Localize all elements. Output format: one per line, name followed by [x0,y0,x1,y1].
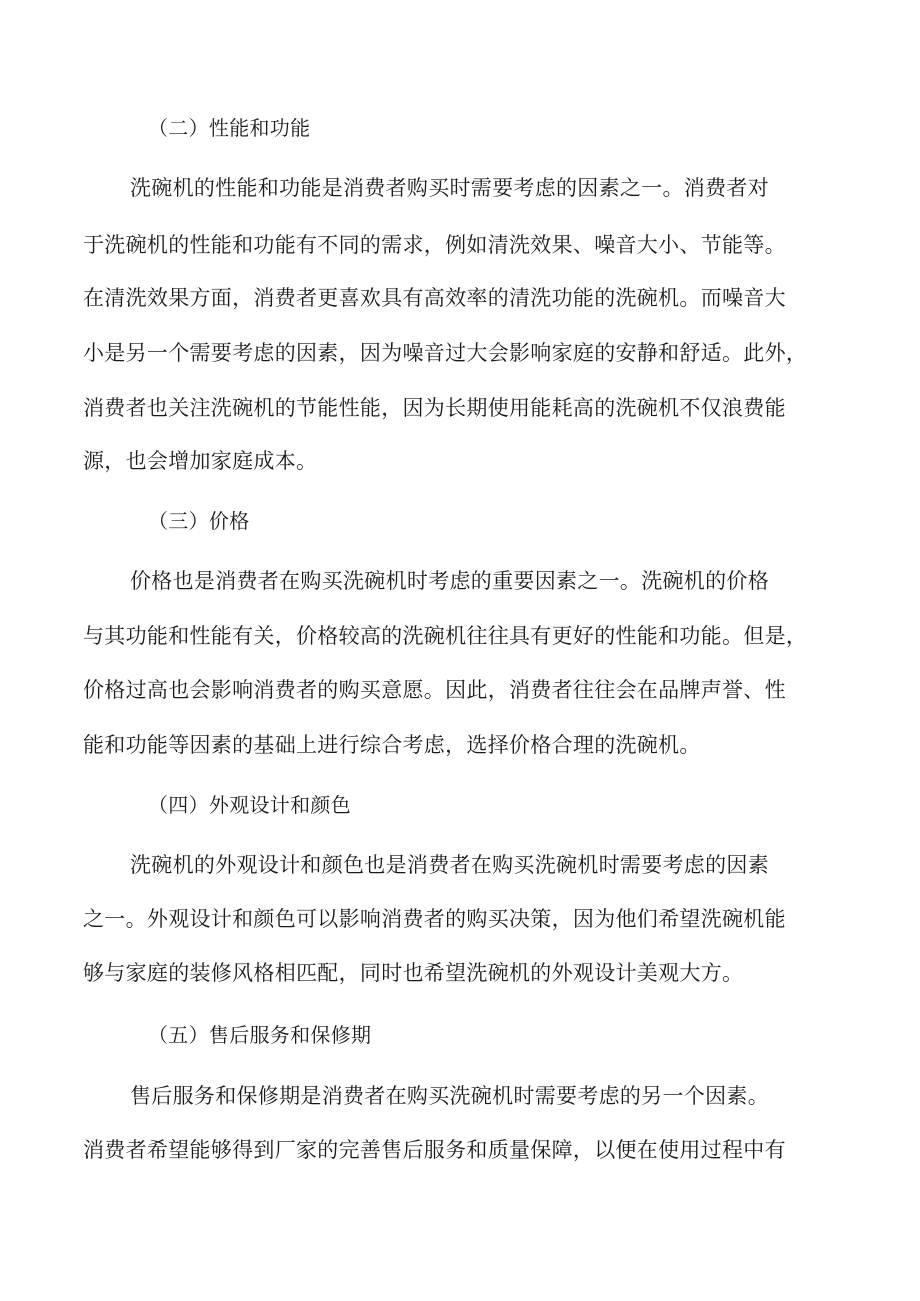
paragraph-line: 在清洗效果方面，消费者更喜欢具有高效率的清洗功能的洗碗机。而噪音大 [83,286,786,310]
paragraph-line: 于洗碗机的性能和功能有不同的需求，例如清洗效果、噪音大小、节能等。 [83,233,786,257]
paragraph-line: 消费者也关注洗碗机的节能性能，因为长期使用能耗高的洗碗机不仅浪费能 [83,396,786,420]
paragraph-line: 价格也是消费者在购买洗碗机时考虑的重要因素之一。洗碗机的价格 [130,569,769,593]
paragraph-line: 与其功能和性能有关，价格较高的洗碗机往往具有更好的性能和功能。但是， [83,624,808,648]
section-heading-appearance: （四）外观设计和颜色 [148,793,351,817]
paragraph-line: 之一。外观设计和颜色可以影响消费者的购买决策，因为他们希望洗碗机能 [83,907,786,931]
paragraph-line: 消费者希望能够得到厂家的完善售后服务和质量保障，以便在使用过程中有 [83,1138,786,1162]
paragraph-line: 小是另一个需要考虑的因素，因为噪音过大会影响家庭的安静和舒适。此外， [83,341,808,365]
paragraph-line: 源，也会增加家庭成本。 [83,449,318,473]
paragraph-line: 能和功能等因素的基础上进行综合考虑，选择价格合理的洗碗机。 [83,733,701,757]
paragraph-line: 价格过高也会影响消费者的购买意愿。因此，消费者往往会在品牌声誉、性 [83,678,786,702]
paragraph-line: 售后服务和保修期是消费者在购买洗碗机时需要考虑的另一个因素。 [130,1084,769,1108]
paragraph-line: 洗碗机的性能和功能是消费者购买时需要考虑的因素之一。消费者对 [130,176,769,200]
paragraph-line: 洗碗机的外观设计和颜色也是消费者在购买洗碗机时需要考虑的因素 [130,853,769,877]
section-heading-after-sales: （五）售后服务和保修期 [148,1023,372,1047]
paragraph-line: 够与家庭的装修风格相匹配，同时也希望洗碗机的外观设计美观大方。 [83,961,744,985]
section-heading-price: （三）价格 [148,509,250,533]
section-heading-performance: （二）性能和功能 [148,116,311,140]
